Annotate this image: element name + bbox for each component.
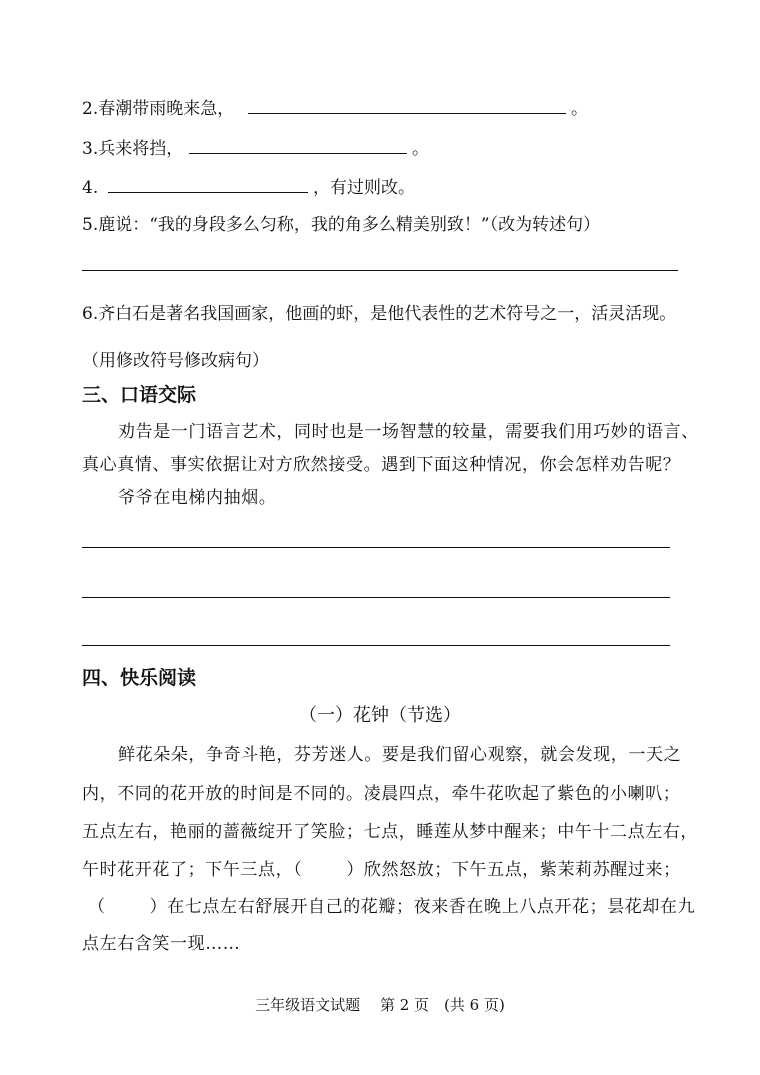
question-6: 6.齐白石是著名我国画家，他画的虾，是他代表性的艺术符号之一，活灵活现。 [82, 304, 677, 324]
reading-title: （一）花钟（节选） [299, 705, 461, 726]
question-5: 5.鹿说：“我的身段多么匀称，我的角多么精美别致！”（改为转述句） [82, 215, 601, 235]
section-3-heading: 三、口语交际 [82, 384, 197, 406]
section-4-heading: 四、快乐阅读 [82, 667, 197, 689]
answer-blank-4[interactable] [108, 174, 308, 193]
answer-blank-3[interactable] [189, 135, 407, 154]
question-4: 4. ，有过则改。 [82, 174, 415, 200]
reading-line-6: 点左右含笑一现…… [82, 934, 241, 954]
question-6-note: （用修改符号修改病句） [82, 351, 269, 371]
reading-line-4: 午时花开花了；下午三点，（ ）欣然怒放；下午五点，紫茉莉苏醒过来； [82, 860, 681, 880]
answer-line-oral-3[interactable] [82, 645, 670, 646]
answer-blank-2[interactable] [248, 95, 566, 114]
answer-line-oral-2[interactable] [82, 597, 670, 598]
reading-line-5: （ ）在七点左右舒展开自己的花瓣；夜来香在晚上八点开花；昙花却在九 [88, 897, 696, 917]
reading-line-1: 鲜花朵朵，争奇斗艳，芬芳迷人。要是我们留心观察，就会发现，一天之 [118, 745, 682, 765]
reading-line-3: 五点左右，艳丽的蔷薇绽开了笑脸；七点，睡莲从梦中醒来；中午十二点左右， [82, 822, 698, 842]
page-footer: 三年级语文试题 第 2 页 (共 6 页) [255, 996, 505, 1014]
answer-line-oral-1[interactable] [82, 547, 670, 548]
section-3-para-line-2: 真心真情、事实依据让对方欣然接受。遇到下面这种情况，你会怎样劝告呢？ [82, 455, 681, 475]
section-3-para-line-1: 劝告是一门语言艺术，同时也是一场智慧的较量，需要我们用巧妙的语言、 [118, 422, 699, 442]
section-3-scenario: 爷爷在电梯内抽烟。 [118, 488, 277, 508]
answer-line-5[interactable] [82, 270, 678, 271]
question-2: 2.春潮带雨晚来急， 。 [82, 95, 588, 121]
reading-line-2: 内，不同的花开放的时间是不同的。凌晨四点，牵牛花吹起了紫色的小喇叭； [82, 784, 681, 804]
question-3: 3.兵来将挡， 。 [82, 135, 429, 161]
